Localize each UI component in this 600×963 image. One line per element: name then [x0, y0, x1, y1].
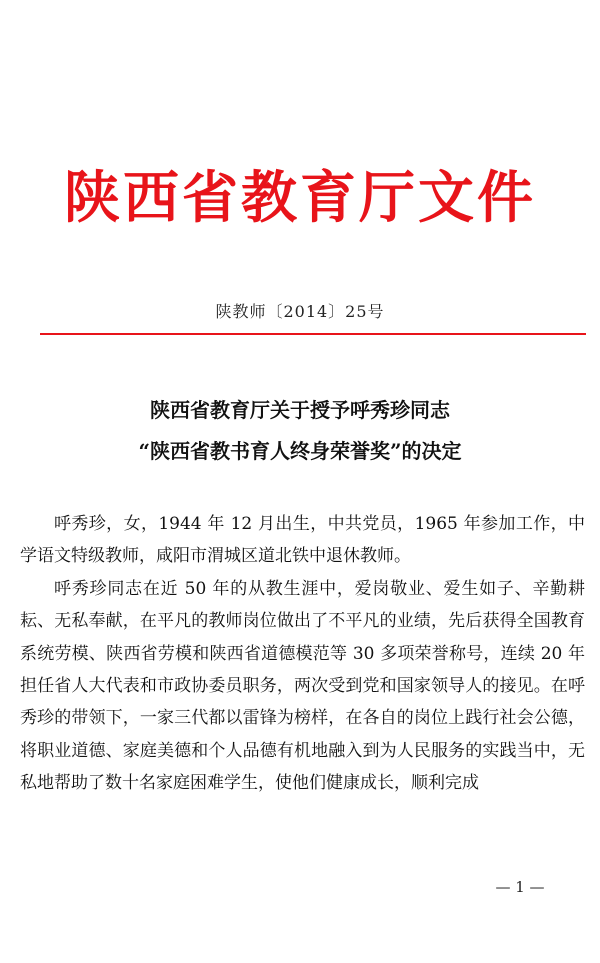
document-title-line-1: 陕西省教育厅关于授予呼秀珍同志 [150, 398, 450, 422]
document-body [20, 508, 585, 800]
body-paragraph: 呼秀珍，女，1944 年 12 月出生，中共党员，1965 年参加工作，中学语文特级教师，咸阳市渭城区道北铁中退休教师。 [20, 514, 585, 567]
document-number: 陕教师〔2014〕25号 [215, 302, 385, 321]
document-title-line-2: “陕西省教书育人终身荣誉奖”的决定 [138, 439, 462, 463]
page-number: — 1 — [495, 878, 545, 896]
header-divider [40, 333, 586, 335]
document-header-title: 陕西省教育厅文件 [64, 165, 536, 231]
body-paragraph: 呼秀珍同志在近 50 年的从教生涯中，爱岗敬业、爱生如子、辛勤耕耘、无私奉献，在平凡的教师岗位做出了不平凡的业绩，先后获得全国教育系统劳模、陕西省劳模和陕西省道德模范等 30 多项荣誉称号，连续 20 年担任省人大代表和市政协委员职务，两次受到党和国家领导人的接见。在呼秀珍的带领下，一家三代都以雷锋为榜样，在各自的岗位上践行社会公德，将职业道德、家庭美德和个人品德有机地融入到为人民服务的实践当中，无私地帮助了数十名家庭困难学生，使他们健康成长，顺利完成 [20, 578, 585, 794]
